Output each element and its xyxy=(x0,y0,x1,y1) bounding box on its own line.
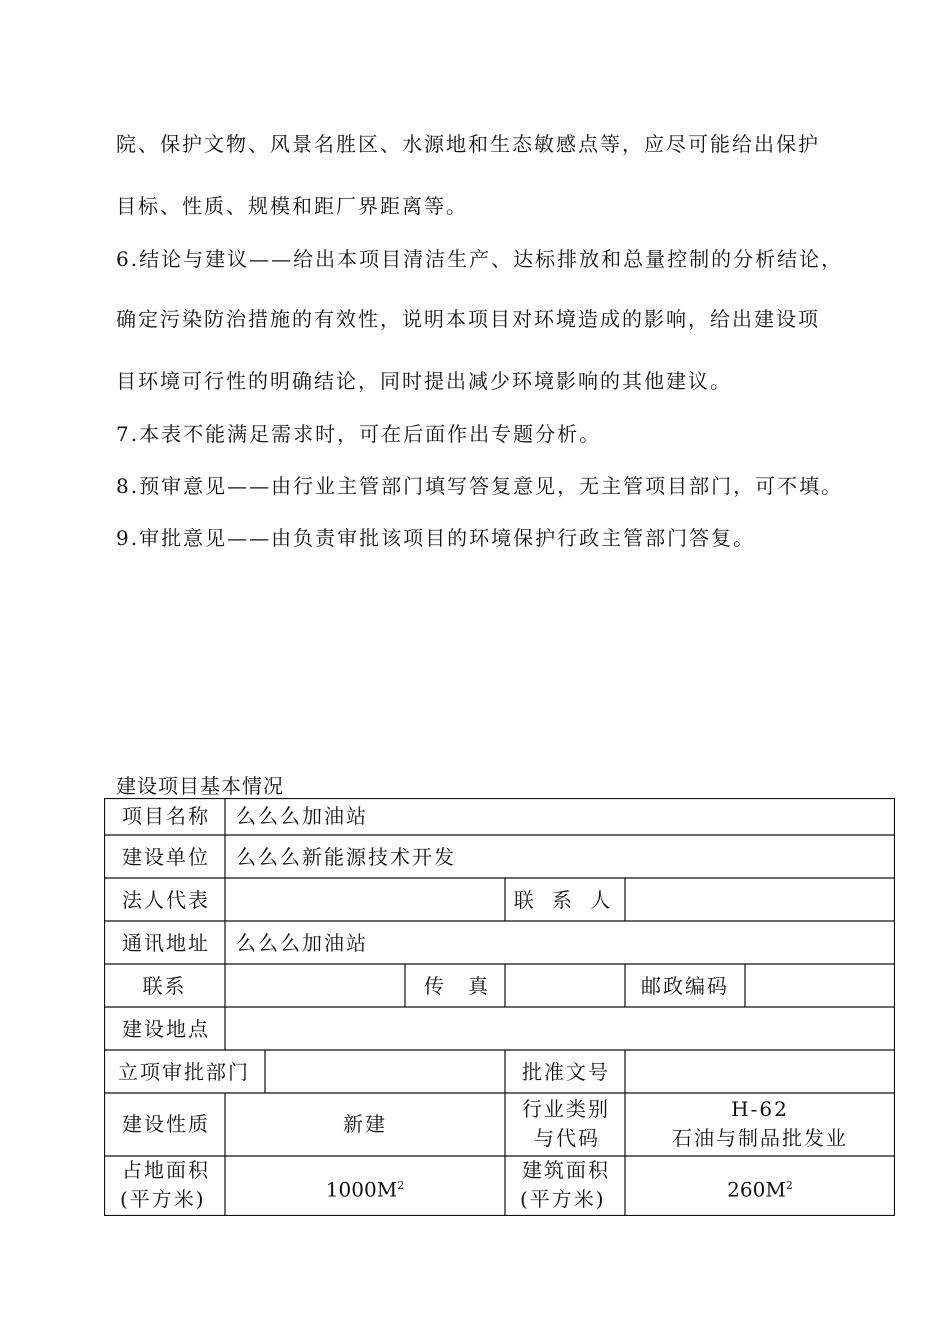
industry-code[interactable]: H-62 xyxy=(731,1097,789,1121)
floor-area-label-1: 建筑面积 xyxy=(522,1158,610,1182)
industry-name[interactable]: 石油与制品批发业 xyxy=(672,1126,848,1150)
paragraph-line: 确定污染防治措施的有效性，说明本项目对环境造成的影响，给出建设项 xyxy=(116,307,820,331)
paragraph-line: 7.本表不能满足需求时，可在后面作出专题分析。 xyxy=(116,422,602,446)
table-borders xyxy=(104,798,895,1216)
paragraph-line: 目标、性质、规模和距厂界距离等。 xyxy=(116,194,468,218)
land-area-label-1: 占地面积 xyxy=(122,1158,210,1182)
address-label: 通讯地址 xyxy=(122,931,210,955)
project-name-value[interactable]: 么么么加油站 xyxy=(236,804,368,828)
approval-no-label: 批准文号 xyxy=(522,1060,610,1084)
approval-dept-label: 立项审批部门 xyxy=(118,1060,250,1084)
postcode-label: 邮政编码 xyxy=(641,974,729,998)
project-name-label: 项目名称 xyxy=(122,804,210,828)
floor-area-number: 260M xyxy=(727,1177,786,1202)
paragraph-line: 目环境可行性的明确结论，同时提出减少环境影响的其他建议。 xyxy=(116,369,732,393)
site-label: 建设地点 xyxy=(122,1017,210,1041)
builder-value[interactable]: 么么么新能源技术开发 xyxy=(236,845,456,869)
phone-label: 联系 xyxy=(142,974,187,998)
address-value[interactable]: 么么么加油站 xyxy=(236,931,368,955)
industry-label-1: 行业类别 xyxy=(522,1097,610,1121)
builder-label: 建设单位 xyxy=(122,845,210,869)
paragraph-line: 9.审批意见——由负责审批该项目的环境保护行政主管部门答复。 xyxy=(116,526,756,550)
paragraph-line: 8.预审意见——由行业主管部门填写答复意见，无主管项目部门，可不填。 xyxy=(116,474,844,498)
industry-label-2: 与代码 xyxy=(534,1126,600,1150)
floor-area-label-2: (平方米) xyxy=(520,1187,606,1211)
nature-label: 建设性质 xyxy=(122,1112,210,1136)
contact-person-label: 联 系 人 xyxy=(513,888,617,912)
land-area-number: 1000M xyxy=(325,1177,398,1202)
legal-rep-label: 法人代表 xyxy=(122,888,210,912)
nature-value[interactable]: 新建 xyxy=(343,1112,387,1136)
paragraph-line: 院、保护文物、风景名胜区、水源地和生态敏感点等，应尽可能给出保护 xyxy=(116,132,820,156)
land-area-label-2: (平方米) xyxy=(120,1187,206,1211)
table-caption: 建设项目基本情况 xyxy=(116,774,284,798)
paragraph-line: 6.结论与建议——给出本项目清洁生产、达标排放和总量控制的分析结论， xyxy=(116,247,844,271)
land-area-value[interactable] xyxy=(225,1171,505,1205)
project-info-table xyxy=(104,798,895,1216)
fax-label: 传 真 xyxy=(424,974,490,998)
land-area-unit-superscript: 2 xyxy=(397,1179,405,1192)
floor-area-value[interactable] xyxy=(625,1171,895,1205)
floor-area-unit-superscript: 2 xyxy=(785,1179,793,1192)
